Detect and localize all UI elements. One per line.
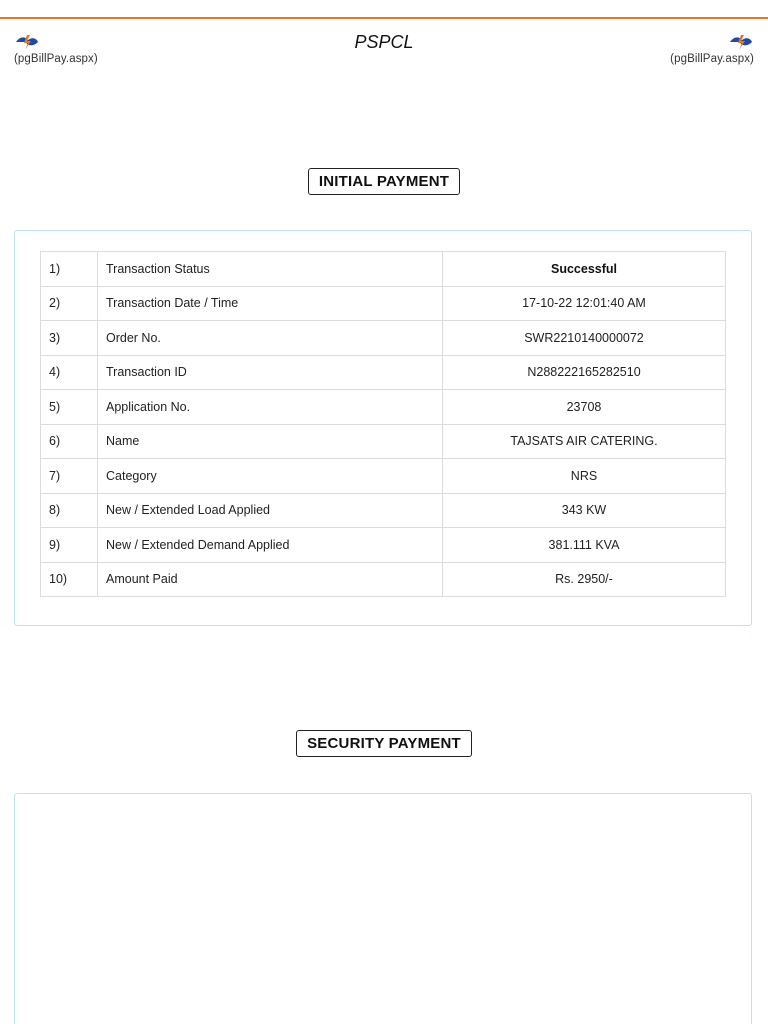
- table-row: [41, 424, 726, 459]
- table-row: [41, 562, 726, 597]
- table-row: [41, 355, 726, 390]
- transaction-datetime-value: 17-10-22 12:01:40 AM: [443, 286, 726, 321]
- right-logo-caption: (pgBillPay.aspx): [670, 53, 754, 65]
- row-label: New / Extended Demand Applied: [98, 528, 443, 563]
- row-number: 7): [41, 459, 98, 494]
- table-row: [41, 286, 726, 321]
- row-number: 1): [41, 252, 98, 287]
- table-row: [41, 528, 726, 563]
- payment-details-table: [40, 251, 726, 597]
- row-number: 3): [41, 321, 98, 356]
- pspcl-logo-icon: [728, 33, 754, 51]
- row-number: 8): [41, 493, 98, 528]
- security-payment-title: SECURITY PAYMENT: [296, 730, 472, 757]
- row-number: 2): [41, 286, 98, 321]
- row-label: Transaction Status: [98, 252, 443, 287]
- table-row: [41, 252, 726, 287]
- initial-payment-panel: [14, 230, 752, 626]
- transaction-status-value: Successful: [443, 252, 726, 287]
- table-row: [41, 321, 726, 356]
- page-title: PSPCL: [354, 32, 414, 52]
- table-row: [41, 493, 726, 528]
- initial-payment-heading: [0, 168, 768, 195]
- security-payment-panel: [14, 793, 752, 1024]
- amount-paid-value: Rs. 2950/-: [443, 562, 726, 597]
- name-value: TAJSATS AIR CATERING.: [443, 424, 726, 459]
- table-row: [41, 390, 726, 425]
- row-number: 4): [41, 355, 98, 390]
- row-number: 5): [41, 390, 98, 425]
- row-number: 10): [41, 562, 98, 597]
- row-label: New / Extended Load Applied: [98, 493, 443, 528]
- row-label: Category: [98, 459, 443, 494]
- row-label: Transaction Date / Time: [98, 286, 443, 321]
- left-logo-caption: (pgBillPay.aspx): [14, 53, 98, 65]
- load-applied-value: 343 KW: [443, 493, 726, 528]
- security-payment-heading: [0, 730, 768, 757]
- header-rule: [0, 17, 768, 19]
- row-number: 6): [41, 424, 98, 459]
- right-logo: [670, 33, 754, 65]
- demand-applied-value: 381.111 KVA: [443, 528, 726, 563]
- table-row: [41, 459, 726, 494]
- application-number-value: 23708: [443, 390, 726, 425]
- category-value: NRS: [443, 459, 726, 494]
- initial-payment-title: INITIAL PAYMENT: [308, 168, 460, 195]
- row-label: Transaction ID: [98, 355, 443, 390]
- row-number: 9): [41, 528, 98, 563]
- row-label: Name: [98, 424, 443, 459]
- order-number-value: SWR2210140000072: [443, 321, 726, 356]
- transaction-id-value: N288222165282510: [443, 355, 726, 390]
- row-label: Order No.: [98, 321, 443, 356]
- row-label: Application No.: [98, 390, 443, 425]
- row-label: Amount Paid: [98, 562, 443, 597]
